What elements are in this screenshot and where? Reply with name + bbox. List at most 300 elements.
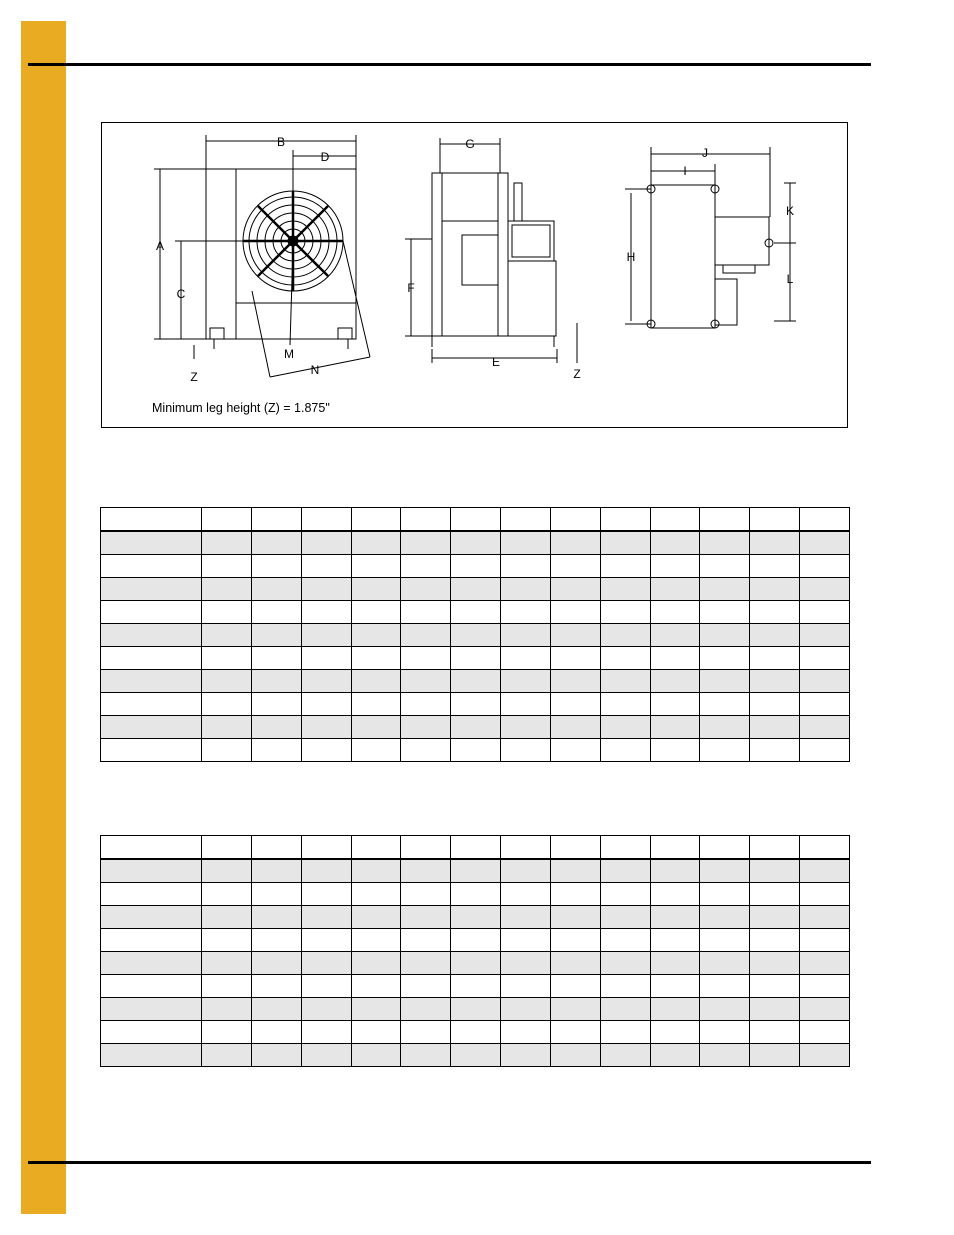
- table-cell: [101, 716, 202, 739]
- table-cell: [101, 975, 202, 998]
- table-cell: [301, 693, 351, 716]
- table-cell: [451, 883, 501, 906]
- table-cell: [401, 975, 451, 998]
- label-l: L: [786, 272, 794, 286]
- table-cell: [750, 716, 800, 739]
- table-cell: [101, 1021, 202, 1044]
- table-header-row: [101, 836, 850, 860]
- table-cell: [451, 578, 501, 601]
- table-cell: [800, 929, 850, 952]
- table-cell: [301, 975, 351, 998]
- table-cell: [251, 998, 301, 1021]
- table-cell: [202, 739, 252, 762]
- table-cell: [600, 975, 650, 998]
- table-cell: [401, 555, 451, 578]
- table-row: [101, 1021, 850, 1044]
- table-cell: [750, 859, 800, 883]
- table-cell: [401, 531, 451, 555]
- table-cell: [351, 906, 401, 929]
- table-cell: [301, 508, 351, 532]
- table-cell: [650, 670, 700, 693]
- table-cell: [451, 670, 501, 693]
- table-cell: [251, 693, 301, 716]
- table-cell: [750, 555, 800, 578]
- table-cell: [550, 555, 600, 578]
- table-cell: [451, 624, 501, 647]
- table-cell: [501, 508, 551, 532]
- table-cell: [451, 1021, 501, 1044]
- table-cell: [550, 739, 600, 762]
- table-cell: [351, 859, 401, 883]
- table-cell: [451, 647, 501, 670]
- table-cell: [301, 836, 351, 860]
- table-cell: [750, 508, 800, 532]
- table-row: [101, 929, 850, 952]
- table-cell: [101, 1044, 202, 1067]
- table-cell: [251, 739, 301, 762]
- table-cell: [251, 906, 301, 929]
- table-cell: [750, 906, 800, 929]
- table-cell: [550, 1021, 600, 1044]
- table-cell: [600, 1021, 650, 1044]
- table-cell: [800, 859, 850, 883]
- table-cell: [800, 998, 850, 1021]
- table-cell: [202, 624, 252, 647]
- table-cell: [750, 578, 800, 601]
- table-cell: [650, 883, 700, 906]
- table-cell: [650, 693, 700, 716]
- label-f: F: [407, 281, 415, 295]
- figure-caption: Minimum leg height (Z) = 1.875": [152, 401, 330, 415]
- table-cell: [800, 624, 850, 647]
- table-cell: [202, 578, 252, 601]
- table-cell: [700, 624, 750, 647]
- table-cell: [101, 739, 202, 762]
- table-cell: [750, 693, 800, 716]
- table-cell: [451, 929, 501, 952]
- table-cell: [401, 624, 451, 647]
- side-view: [405, 138, 577, 363]
- label-n: N: [310, 363, 320, 377]
- table-cell: [700, 906, 750, 929]
- table-cell: [650, 601, 700, 624]
- label-j: J: [702, 146, 708, 160]
- table-cell: [451, 975, 501, 998]
- table-cell: [202, 716, 252, 739]
- table-cell: [301, 929, 351, 952]
- table-cell: [550, 508, 600, 532]
- table-cell: [650, 906, 700, 929]
- table-cell: [251, 1044, 301, 1067]
- table-cell: [202, 952, 252, 975]
- table-cell: [202, 975, 252, 998]
- table-cell: [401, 647, 451, 670]
- table-cell: [650, 929, 700, 952]
- table-cell: [501, 1044, 551, 1067]
- table-cell: [451, 836, 501, 860]
- table-cell: [101, 601, 202, 624]
- table-row: [101, 1044, 850, 1067]
- table-cell: [600, 601, 650, 624]
- table-cell: [750, 647, 800, 670]
- table-cell: [401, 952, 451, 975]
- table-cell: [700, 998, 750, 1021]
- table-cell: [600, 716, 650, 739]
- table-cell: [101, 952, 202, 975]
- table-cell: [800, 906, 850, 929]
- table-cell: [501, 601, 551, 624]
- table-cell: [101, 998, 202, 1021]
- table-cell: [301, 555, 351, 578]
- table-cell: [301, 859, 351, 883]
- table-cell: [251, 975, 301, 998]
- table-cell: [550, 998, 600, 1021]
- table-cell: [800, 952, 850, 975]
- table-cell: [101, 531, 202, 555]
- table-cell: [650, 578, 700, 601]
- table-cell: [351, 531, 401, 555]
- table-cell: [501, 531, 551, 555]
- table-cell: [700, 601, 750, 624]
- table-cell: [750, 624, 800, 647]
- table-cell: [301, 883, 351, 906]
- table-cell: [800, 739, 850, 762]
- table-cell: [600, 929, 650, 952]
- table-cell: [251, 624, 301, 647]
- table-cell: [202, 508, 252, 532]
- table-cell: [700, 508, 750, 532]
- table-cell: [550, 859, 600, 883]
- table-cell: [501, 693, 551, 716]
- table-cell: [501, 975, 551, 998]
- label-a: A: [155, 239, 165, 253]
- table-cell: [750, 952, 800, 975]
- table-cell: [251, 555, 301, 578]
- table-cell: [501, 859, 551, 883]
- table-row: [101, 693, 850, 716]
- table-cell: [600, 531, 650, 555]
- table-cell: [700, 1044, 750, 1067]
- table-cell: [600, 624, 650, 647]
- table-cell: [401, 859, 451, 883]
- table-cell: [451, 531, 501, 555]
- table-header-row: [101, 508, 850, 532]
- table-cell: [550, 952, 600, 975]
- table-row: [101, 739, 850, 762]
- table-cell: [101, 859, 202, 883]
- table-cell: [750, 601, 800, 624]
- table-cell: [600, 952, 650, 975]
- label-m: M: [284, 347, 294, 361]
- table-cell: [550, 929, 600, 952]
- table-cell: [501, 647, 551, 670]
- table-cell: [600, 578, 650, 601]
- dimension-drawing: [101, 122, 848, 428]
- table-cell: [251, 716, 301, 739]
- table-cell: [750, 1044, 800, 1067]
- label-k: K: [785, 204, 795, 218]
- fan-drawings: [102, 123, 849, 429]
- table-cell: [750, 739, 800, 762]
- table-cell: [202, 883, 252, 906]
- table-row: [101, 624, 850, 647]
- table-cell: [251, 929, 301, 952]
- table-cell: [351, 578, 401, 601]
- footer-rule: [28, 1161, 871, 1164]
- table-cell: [251, 647, 301, 670]
- table-cell: [101, 578, 202, 601]
- table-cell: [202, 859, 252, 883]
- table-cell: [550, 836, 600, 860]
- table-cell: [750, 1021, 800, 1044]
- table-cell: [650, 739, 700, 762]
- table-cell: [101, 906, 202, 929]
- table-cell: [700, 578, 750, 601]
- table-cell: [800, 975, 850, 998]
- table-cell: [700, 716, 750, 739]
- table-cell: [700, 555, 750, 578]
- table-cell: [501, 929, 551, 952]
- table-cell: [301, 739, 351, 762]
- table-cell: [501, 578, 551, 601]
- table-cell: [101, 929, 202, 952]
- table-cell: [202, 998, 252, 1021]
- table-cell: [451, 508, 501, 532]
- table-cell: [101, 693, 202, 716]
- sidebar-color-bar: [21, 21, 66, 1214]
- table-cell: [501, 555, 551, 578]
- table-cell: [251, 859, 301, 883]
- table-row: [101, 578, 850, 601]
- table-cell: [550, 601, 600, 624]
- table-cell: [301, 906, 351, 929]
- table-cell: [700, 670, 750, 693]
- table-cell: [650, 998, 700, 1021]
- table-cell: [550, 1044, 600, 1067]
- table-cell: [700, 975, 750, 998]
- table-cell: [501, 906, 551, 929]
- table-cell: [501, 1021, 551, 1044]
- table-cell: [501, 998, 551, 1021]
- table-cell: [750, 836, 800, 860]
- table-cell: [351, 998, 401, 1021]
- table-cell: [650, 647, 700, 670]
- table-cell: [401, 906, 451, 929]
- table-cell: [501, 952, 551, 975]
- table-cell: [700, 836, 750, 860]
- table-cell: [251, 1021, 301, 1044]
- table-cell: [401, 716, 451, 739]
- table-cell: [301, 601, 351, 624]
- table-cell: [650, 716, 700, 739]
- table-cell: [401, 601, 451, 624]
- table-cell: [550, 624, 600, 647]
- table-cell: [800, 1021, 850, 1044]
- table-cell: [650, 624, 700, 647]
- table-cell: [251, 836, 301, 860]
- table-cell: [700, 1021, 750, 1044]
- table-cell: [101, 883, 202, 906]
- table-cell: [750, 670, 800, 693]
- table-cell: [550, 531, 600, 555]
- table-cell: [800, 555, 850, 578]
- table-cell: [101, 836, 202, 860]
- table-cell: [600, 998, 650, 1021]
- table-cell: [301, 1021, 351, 1044]
- table-cell: [600, 1044, 650, 1067]
- table-cell: [800, 1044, 850, 1067]
- table-cell: [650, 859, 700, 883]
- table-row: [101, 716, 850, 739]
- table-cell: [750, 883, 800, 906]
- table-cell: [351, 647, 401, 670]
- table-cell: [650, 531, 700, 555]
- table-cell: [351, 975, 401, 998]
- table-cell: [700, 929, 750, 952]
- label-h: H: [626, 250, 636, 264]
- table-cell: [401, 929, 451, 952]
- table-cell: [501, 739, 551, 762]
- table-cell: [650, 508, 700, 532]
- table-cell: [202, 929, 252, 952]
- table-cell: [301, 578, 351, 601]
- table-row: [101, 531, 850, 555]
- table-cell: [600, 739, 650, 762]
- label-b: B: [276, 135, 286, 149]
- table-cell: [700, 859, 750, 883]
- table-cell: [401, 670, 451, 693]
- table-cell: [800, 716, 850, 739]
- table-cell: [251, 670, 301, 693]
- label-c: C: [176, 287, 186, 301]
- header-rule: [28, 63, 871, 66]
- table-cell: [550, 578, 600, 601]
- table-row: [101, 647, 850, 670]
- table-cell: [351, 1044, 401, 1067]
- label-z-side: Z: [573, 367, 581, 381]
- table-cell: [800, 647, 850, 670]
- table-cell: [301, 952, 351, 975]
- table-cell: [800, 836, 850, 860]
- top-view: [625, 147, 796, 328]
- table-cell: [202, 601, 252, 624]
- table-cell: [700, 647, 750, 670]
- table-cell: [202, 670, 252, 693]
- table-cell: [351, 508, 401, 532]
- table-row: [101, 906, 850, 929]
- table-cell: [301, 998, 351, 1021]
- table-cell: [351, 716, 401, 739]
- table-cell: [750, 531, 800, 555]
- table-cell: [600, 508, 650, 532]
- table-row: [101, 975, 850, 998]
- table-cell: [202, 906, 252, 929]
- dimension-table-1: [100, 507, 850, 762]
- table-row: [101, 670, 850, 693]
- table-cell: [800, 578, 850, 601]
- table-cell: [351, 739, 401, 762]
- table-cell: [650, 975, 700, 998]
- table-row: [101, 859, 850, 883]
- table-cell: [351, 952, 401, 975]
- label-d: D: [320, 150, 330, 164]
- table-cell: [650, 1021, 700, 1044]
- dimension-table-2: [100, 835, 850, 1067]
- table-cell: [202, 555, 252, 578]
- table-cell: [700, 883, 750, 906]
- table-cell: [800, 670, 850, 693]
- label-i: I: [683, 164, 687, 178]
- table-cell: [101, 647, 202, 670]
- table-cell: [501, 716, 551, 739]
- table-cell: [600, 693, 650, 716]
- table-cell: [401, 578, 451, 601]
- table-cell: [401, 883, 451, 906]
- table-cell: [351, 670, 401, 693]
- table-cell: [351, 883, 401, 906]
- table-cell: [650, 952, 700, 975]
- front-view: [154, 135, 370, 377]
- table-cell: [700, 531, 750, 555]
- table-row: [101, 883, 850, 906]
- table-cell: [800, 883, 850, 906]
- table-cell: [202, 1044, 252, 1067]
- table-cell: [600, 836, 650, 860]
- table-cell: [501, 883, 551, 906]
- table-cell: [550, 670, 600, 693]
- table-cell: [650, 1044, 700, 1067]
- label-g: G: [465, 137, 475, 151]
- table-cell: [650, 836, 700, 860]
- table-cell: [251, 508, 301, 532]
- table-cell: [451, 693, 501, 716]
- table-cell: [101, 670, 202, 693]
- table-cell: [750, 975, 800, 998]
- label-e: E: [491, 355, 501, 369]
- table-cell: [800, 531, 850, 555]
- table-cell: [202, 531, 252, 555]
- table-cell: [650, 555, 700, 578]
- table-cell: [700, 952, 750, 975]
- table-cell: [301, 716, 351, 739]
- table-cell: [101, 508, 202, 532]
- table-cell: [700, 693, 750, 716]
- table-cell: [301, 531, 351, 555]
- table-cell: [501, 836, 551, 860]
- table-cell: [451, 601, 501, 624]
- table-cell: [550, 647, 600, 670]
- table-row: [101, 601, 850, 624]
- table-cell: [550, 883, 600, 906]
- table-cell: [750, 998, 800, 1021]
- table-cell: [301, 670, 351, 693]
- label-z-front: Z: [190, 370, 198, 384]
- table-cell: [600, 555, 650, 578]
- table-cell: [550, 906, 600, 929]
- table-cell: [600, 670, 650, 693]
- table-cell: [202, 1021, 252, 1044]
- table-cell: [351, 693, 401, 716]
- table-cell: [501, 670, 551, 693]
- table-row: [101, 998, 850, 1021]
- table-cell: [351, 624, 401, 647]
- table-cell: [101, 624, 202, 647]
- table-cell: [251, 601, 301, 624]
- table-cell: [451, 906, 501, 929]
- table-cell: [251, 952, 301, 975]
- table-cell: [202, 836, 252, 860]
- table-row: [101, 555, 850, 578]
